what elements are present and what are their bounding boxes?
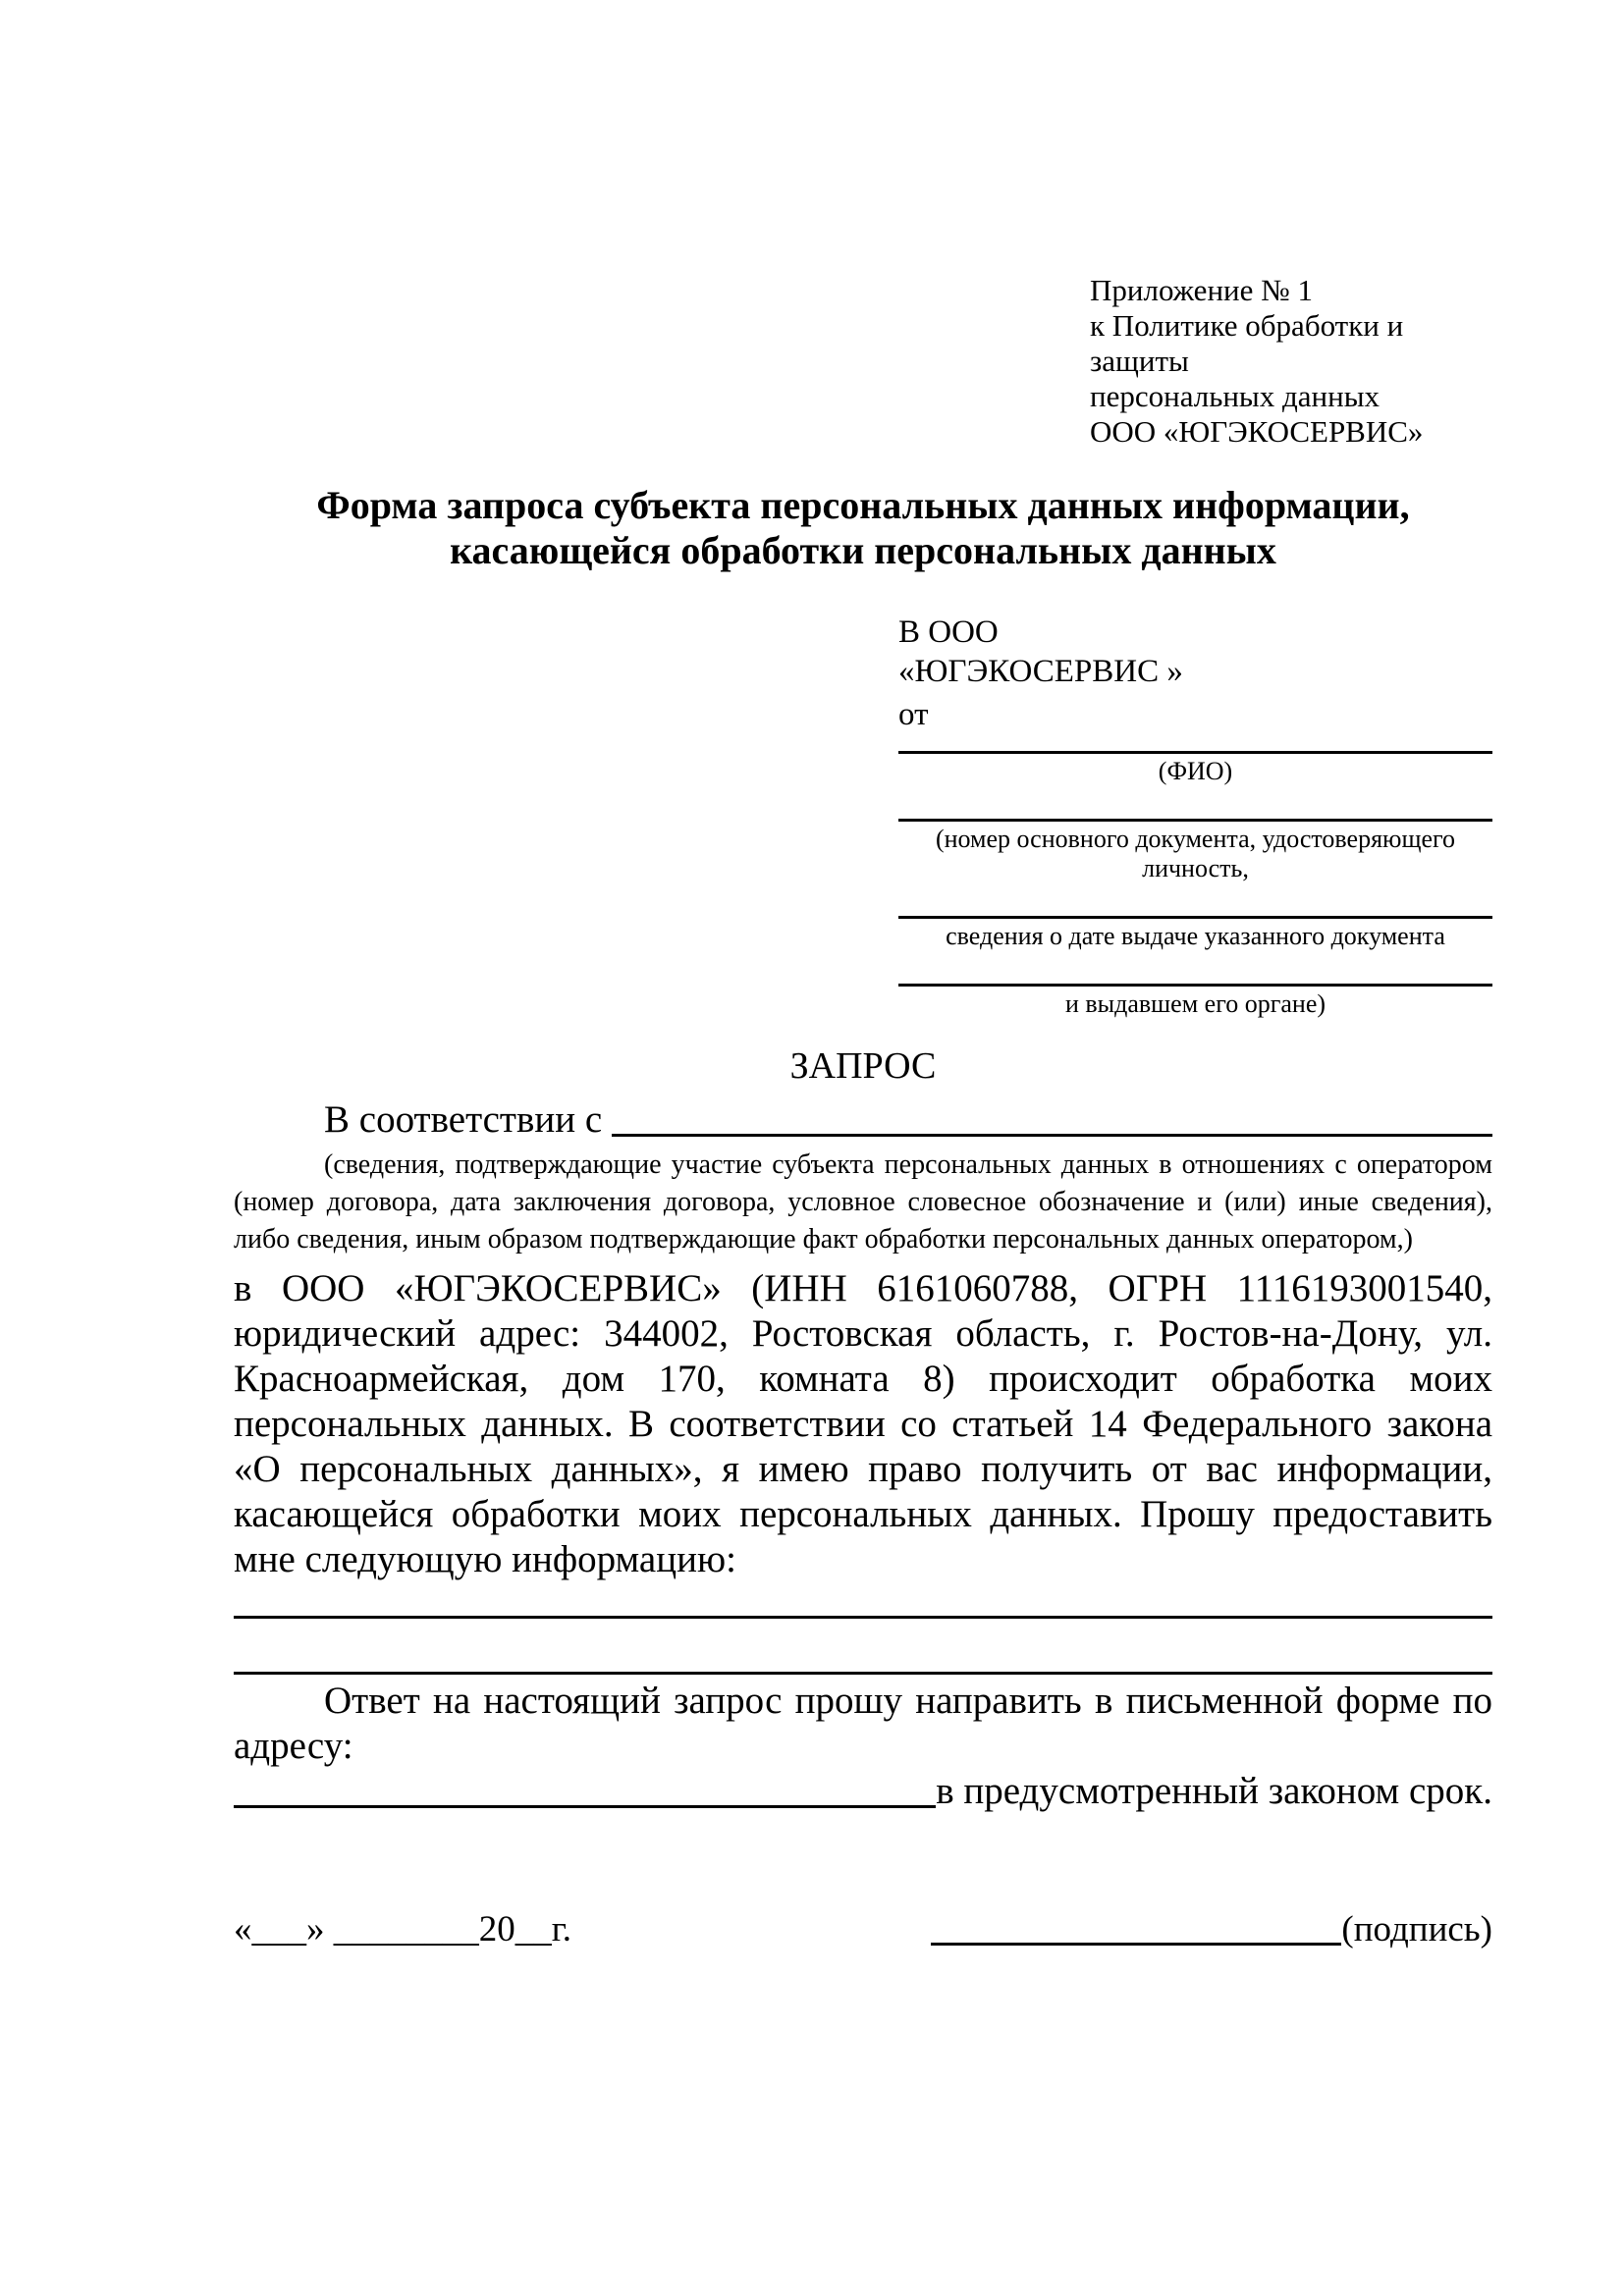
document-number-fill-line [898,792,1492,822]
issue-date-field [898,889,1492,951]
appendix-block [1090,273,1492,450]
requested-info-fill-line-2 [234,1672,1492,1675]
appendix-line-3: персональных данных [1090,379,1380,413]
issuing-authority-fill-line [898,957,1492,987]
recipient-org-name: «ЮГЭКОСЕРВИС » [898,654,1183,689]
signature-caption: (подпись) [1341,1909,1492,1949]
answer-address-sentence: Ответ на настоящий запрос прошу направить в письменной форме по адресу: [234,1680,1492,1767]
recipient-to-label: В ООО [898,614,999,650]
request-heading: ЗАПРОС [789,1045,937,1087]
accordance-row [234,1097,1492,1143]
fio-field-caption: (ФИО) [1158,757,1233,785]
answer-address-row [234,1769,1492,1814]
issuing-authority-field [898,957,1492,1019]
recipient-block [898,613,1492,1019]
document-title-line-2: касающейся обработки персональных данных [450,528,1276,572]
signature-fill-line [931,1943,1341,1946]
issue-date-fill-line [898,889,1492,919]
accordance-footnote: (сведения, подтверждающие участие субъекта персональных данных в отношениях с оператором (номер договора, дата заключения договора, условное словесное обозначение и (или) иные сведения), либо сведения, иным образом подтверждающие факт обработки персональных данных оператором,) [234,1149,1492,1255]
document-title-line-1: Форма запроса субъекта персональных данных информации, [316,483,1410,527]
document-number-field [898,792,1492,883]
document-number-caption: (номер основного документа, удостоверяющего личность, [935,825,1456,882]
signature-block [931,1908,1492,1951]
date-fill-text: «___» ________20__г. [234,1909,572,1949]
date-signature-row [234,1908,1492,1951]
appendix-line-2: к Политике обработки и защиты [1090,308,1404,378]
requested-info-fill-line-1 [234,1616,1492,1619]
request-body-paragraph: в ООО «ЮГЭКОСЕРВИС» (ИНН 6161060788, ОГРН 1116193001540, юридический адрес: 344002, Ростовская область, г. Ростов-на-Дону, ул. Красноармейская, дом 170, комната 8) происходит обработка моих персональных данных. В соответствии со статьей 14 Федерального закона «О персональных данных», я имею право получить от вас информации, касающейся обработки моих персональных данных. Прошу предоставить мне следующую информацию: [234,1267,1492,1580]
issue-date-caption: сведения о дате выдаче указанного документа [946,922,1445,950]
appendix-line-1: Приложение № 1 [1090,273,1313,307]
fio-fill-line [898,734,1492,754]
accordance-prefix: В соответствии с [324,1098,603,1141]
address-fill-line [234,1805,936,1808]
answer-suffix-text: в предусмотренный законом срок. [936,1770,1492,1812]
fio-field [898,734,1492,786]
appendix-line-4: ООО «ЮГЭКОСЕРВИС» [1090,414,1424,449]
accordance-fill-line [612,1134,1492,1137]
recipient-from-label: от [898,697,929,732]
issuing-authority-caption: и выдавшем его органе) [1064,989,1326,1018]
document-title [234,483,1492,573]
